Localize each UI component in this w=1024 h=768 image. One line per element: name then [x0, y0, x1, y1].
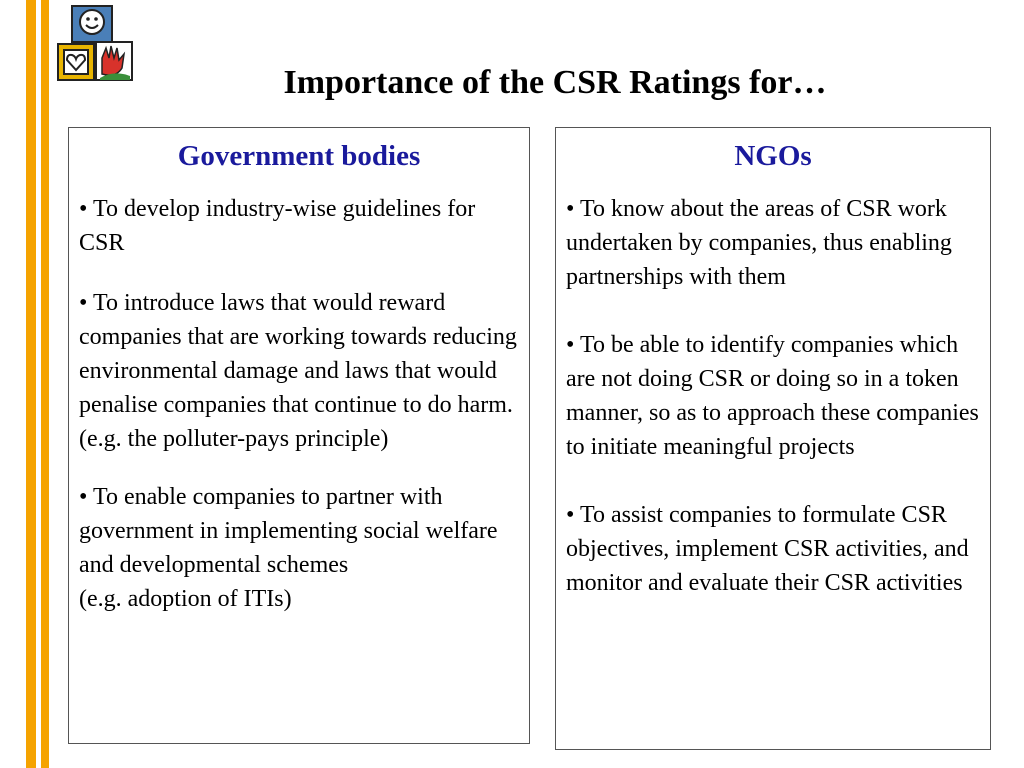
bullet-note: (e.g. the polluter-pays principle) — [79, 426, 389, 452]
list-item — [566, 498, 984, 600]
list-item — [566, 192, 984, 294]
government-bodies-panel — [68, 127, 530, 744]
panel-heading-government: Government bodies — [177, 140, 421, 172]
panel-heading-ngos: NGOs — [734, 140, 812, 172]
list-item — [79, 480, 521, 616]
government-bullet-list — [69, 192, 529, 616]
bullet-note: (e.g. adoption of ITIs) — [79, 586, 292, 612]
ngos-panel — [555, 127, 991, 750]
accent-stripe-inner — [41, 0, 49, 768]
bullet-text: • To assist companies to formulate CSR objectives, implement CSR activities, and monitor and evaluate their CSR activities — [566, 502, 969, 596]
bullet-text: • To be able to identify companies which are not doing CSR or doing so in a token manner, so as to approach these companies to initiate meaningful projects — [566, 332, 979, 460]
list-item — [79, 286, 521, 456]
family-photo-logo-icon — [56, 4, 136, 84]
bullet-text: • To introduce laws that would reward companies that are working towards reducing environmental damage and laws that would penalise companies that continue to do harm. — [79, 290, 517, 418]
bullet-text: • To know about the areas of CSR work undertaken by companies, thus enabling partnerships with them — [566, 196, 952, 290]
list-item — [566, 328, 984, 464]
accent-stripe-outer — [26, 0, 36, 768]
bullet-text: • To enable companies to partner with government in implementing social welfare and developmental schemes — [79, 484, 498, 578]
slide-title: Importance of the CSR Ratings for… — [283, 64, 827, 101]
list-item — [79, 192, 521, 260]
bullet-text: • To develop industry-wise guidelines for CSR — [79, 196, 476, 256]
ngos-bullet-list — [556, 192, 990, 600]
